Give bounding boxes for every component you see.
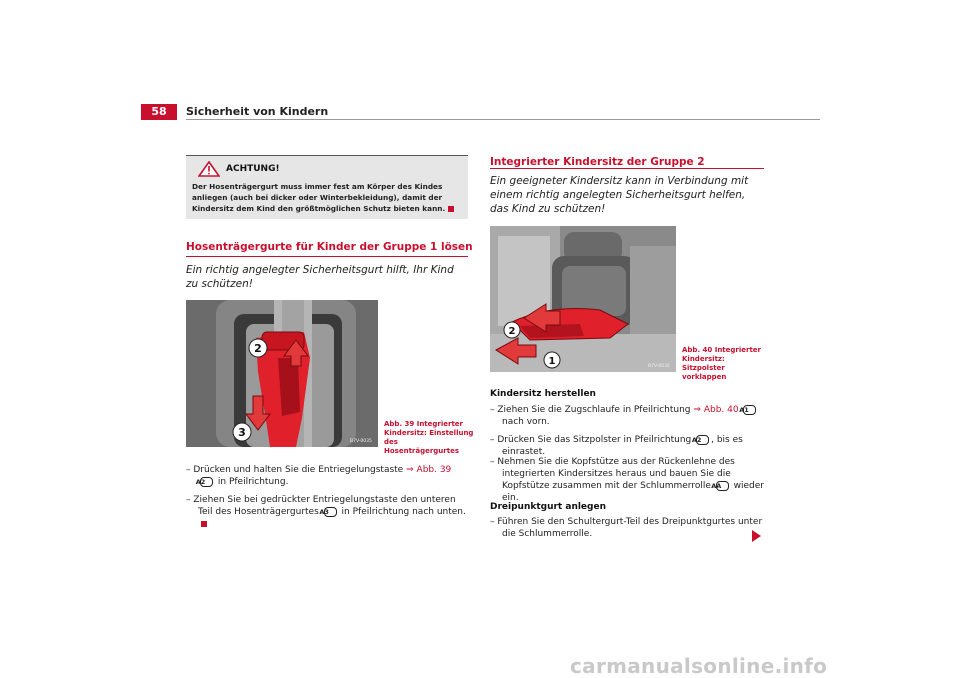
figure-39-harness — [186, 300, 378, 447]
figure-40-label-2: 2 — [508, 326, 516, 337]
step-right-1: – Ziehen Sie die Zugschlaufe in Pfeilrichtung ⇒ Abb. 40 A1 nach vorn. — [490, 404, 766, 428]
figure-39-code: B7V-0035 — [350, 439, 372, 444]
xref-abb39[interactable]: Abb. 39 — [416, 465, 452, 475]
section-rule-left — [186, 256, 468, 257]
end-mark-icon — [201, 521, 207, 527]
figure-40-seat — [490, 226, 676, 372]
intro-group1: Ein richtig angelegter Sicherheitsgurt hilft, Ihr Kind zu schützen! — [186, 264, 454, 290]
intro-group2: Ein geeigneter Kindersitz kann in Verbindung mit einem richtig angelegten Sicherheitsgurt helfen, das Kind zu schützen! — [490, 175, 749, 215]
step-left-1: – Drücken und halten Sie die Entriegelungstaste ⇒ Abb. 39 A2 in Pfeilrichtung. — [186, 465, 452, 487]
caption-39: Abb. 39 Integrierter Kindersitz: Einstellung des Hosenträgergurtes — [384, 420, 474, 455]
callout-a2-right: A2 — [696, 435, 709, 445]
header-rule — [186, 119, 820, 120]
figure-40-label-1: 1 — [548, 356, 556, 367]
next-page-arrow-icon[interactable] — [752, 530, 761, 542]
end-mark-icon — [448, 206, 454, 212]
callout-aa: AA — [716, 481, 729, 491]
figure-40-illustration — [490, 226, 676, 372]
callout-a1: A1 — [743, 405, 756, 415]
warning-header — [192, 160, 462, 178]
watermark: carmanualsonline.info — [570, 654, 828, 678]
figure-39-illustration — [186, 300, 378, 447]
xref-abb40[interactable]: Abb. 40 — [703, 405, 739, 415]
section-title-group1: Hosenträgergurte für Kinder der Gruppe 1 lösen — [186, 241, 473, 253]
warning-triangle-icon — [198, 161, 220, 177]
subhead-kindersitz-herstellen: Kindersitz herstellen — [490, 389, 596, 399]
step-right-2: – Drücken Sie das Sitzpolster in Pfeilrichtung A2 , bis es einrastet. — [490, 435, 743, 457]
warning-title: ACHTUNG! — [226, 164, 280, 174]
caption-40: Abb. 40 Integrierter Kindersitz: Sitzpolster vorklappen — [682, 346, 762, 381]
section-title-group2: Integrierter Kindersitz der Gruppe 2 — [490, 156, 705, 168]
page-number: 58 — [141, 104, 177, 120]
step-right-3: – Nehmen Sie die Kopfstütze aus der Rückenlehne des integrierten Kindersitzes heraus und bauen Sie die Kopfstütze zusammen mit der Schlummerrolle AA wieder ein. — [490, 457, 764, 503]
step-right-4: – Führen Sie den Schultergurt-Teil des Dreipunktgurtes unter die Schlummerrolle. — [490, 517, 763, 539]
step-left-2: – Ziehen Sie bei gedrückter Entriegelungstaste den unteren Teil des Hosenträgergurtes A3 in Pfeilrichtung nach unten. — [186, 494, 470, 530]
section-rule-right — [490, 168, 764, 169]
running-title: Sicherheit von Kindern — [186, 105, 329, 118]
callout-a2: A2 — [200, 477, 213, 487]
warning-box — [186, 155, 468, 219]
warning-text: Der Hosenträgergurt muss immer fest am Körper des Kindes anliegen (auch bei dicker oder Winterbekleidung), damit der Kindersitz dem Kind den größtmöglichen Schutz bieten kann. — [192, 181, 462, 214]
subhead-dreipunktgurt: Dreipunktgurt anlegen — [490, 502, 606, 512]
figure-40-code: B7V-0036 — [648, 364, 670, 369]
figure-39-label-3: 3 — [238, 426, 246, 439]
figure-39-label-2: 2 — [254, 342, 262, 355]
callout-a3: A3 — [324, 507, 337, 517]
